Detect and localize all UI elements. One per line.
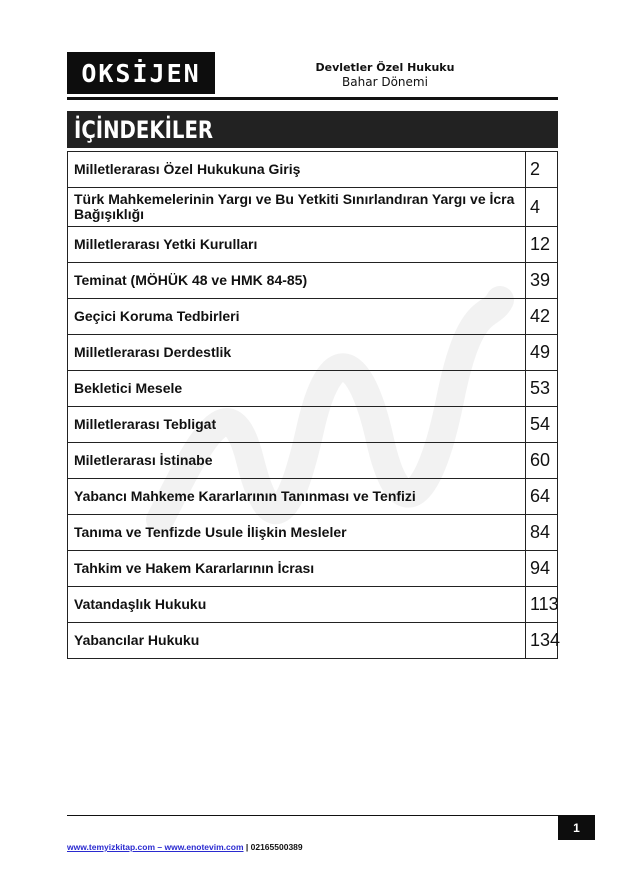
header-divider bbox=[67, 97, 558, 100]
footer-link-dash: – bbox=[155, 842, 165, 852]
toc-entry-title[interactable]: Milletlerarası Yetki Kurulları bbox=[68, 227, 526, 263]
toc-row[interactable] bbox=[68, 335, 558, 371]
toc-entry-title[interactable]: Miletlerarası İstinabe bbox=[68, 443, 526, 479]
toc-entry-page: 49 bbox=[526, 335, 558, 371]
toc-row[interactable] bbox=[68, 263, 558, 299]
toc-row[interactable] bbox=[68, 407, 558, 443]
toc-entry-page: 39 bbox=[526, 263, 558, 299]
brand-logo bbox=[67, 52, 215, 94]
toc-entry-title[interactable]: Yabancı Mahkeme Kararlarının Tanınması ve Tenfizi bbox=[68, 479, 526, 515]
toc-entry-page: 60 bbox=[526, 443, 558, 479]
footer-link-enotevim[interactable]: www.enotevim.com bbox=[164, 842, 244, 852]
toc-row[interactable] bbox=[68, 551, 558, 587]
toc-entry-page: 53 bbox=[526, 371, 558, 407]
toc-entry-page: 64 bbox=[526, 479, 558, 515]
toc-row[interactable] bbox=[68, 299, 558, 335]
toc-entry-title[interactable]: Vatandaşlık Hukuku bbox=[68, 587, 526, 623]
toc-entry-page: 4 bbox=[526, 188, 558, 227]
toc-entry-title[interactable]: Türk Mahkemelerinin Yargı ve Bu Yetkiti Sınırlandıran Yargı ve İcra Bağışıklığı bbox=[68, 188, 526, 227]
toc-row[interactable] bbox=[68, 515, 558, 551]
footer-separator: | bbox=[243, 842, 251, 852]
brand-name: OKSİJEN bbox=[81, 58, 201, 88]
toc-entry-title[interactable]: Milletlerarası Derdestlik bbox=[68, 335, 526, 371]
toc-entry-title[interactable]: Tanıma ve Tenfizde Usule İlişkin Mesleler bbox=[68, 515, 526, 551]
footer-divider bbox=[67, 815, 558, 816]
page-number: 1 bbox=[573, 820, 580, 835]
toc-row[interactable] bbox=[68, 371, 558, 407]
toc-entry-title[interactable]: Milletlerarası Özel Hukukuna Giriş bbox=[68, 152, 526, 188]
toc-entry-page: 113 bbox=[526, 587, 558, 623]
toc-entry-title[interactable]: Bekletici Mesele bbox=[68, 371, 526, 407]
toc-entry-title[interactable]: Milletlerarası Tebligat bbox=[68, 407, 526, 443]
page-number-badge bbox=[558, 815, 595, 840]
toc-entry-title[interactable]: Tahkim ve Hakem Kararlarının İcrası bbox=[68, 551, 526, 587]
toc-entry-page: 2 bbox=[526, 152, 558, 188]
toc-entry-title[interactable]: Yabancılar Hukuku bbox=[68, 623, 526, 659]
toc-entry-title[interactable]: Teminat (MÖHÜK 48 ve HMK 84-85) bbox=[68, 263, 526, 299]
course-info bbox=[300, 60, 470, 90]
toc-entry-page: 42 bbox=[526, 299, 558, 335]
toc-table bbox=[67, 151, 561, 659]
toc-row[interactable] bbox=[68, 587, 558, 623]
course-name: Devletler Özel Hukuku bbox=[315, 61, 455, 74]
toc-entry-page: 94 bbox=[526, 551, 558, 587]
toc-entry-page: 84 bbox=[526, 515, 558, 551]
footer-link-temyizkitap[interactable]: www.temyizkitap.com bbox=[67, 842, 156, 852]
toc-entry-page: 12 bbox=[526, 227, 558, 263]
footer-contact bbox=[67, 842, 303, 852]
course-term: Bahar Dönemi bbox=[342, 75, 428, 89]
toc-entry-page: 54 bbox=[526, 407, 558, 443]
toc-row[interactable] bbox=[68, 227, 558, 263]
toc-row[interactable] bbox=[68, 443, 558, 479]
toc-entry-title[interactable]: Geçici Koruma Tedbirleri bbox=[68, 299, 526, 335]
toc-entry-page: 134 bbox=[526, 623, 558, 659]
toc-row[interactable] bbox=[68, 188, 558, 227]
toc-row[interactable] bbox=[68, 623, 558, 659]
toc-row[interactable] bbox=[68, 152, 558, 188]
toc-heading bbox=[67, 111, 558, 148]
toc-heading-text: İÇİNDEKİLER bbox=[74, 115, 214, 144]
footer-phone: 02165500389 bbox=[250, 842, 303, 852]
toc-row[interactable] bbox=[68, 479, 558, 515]
